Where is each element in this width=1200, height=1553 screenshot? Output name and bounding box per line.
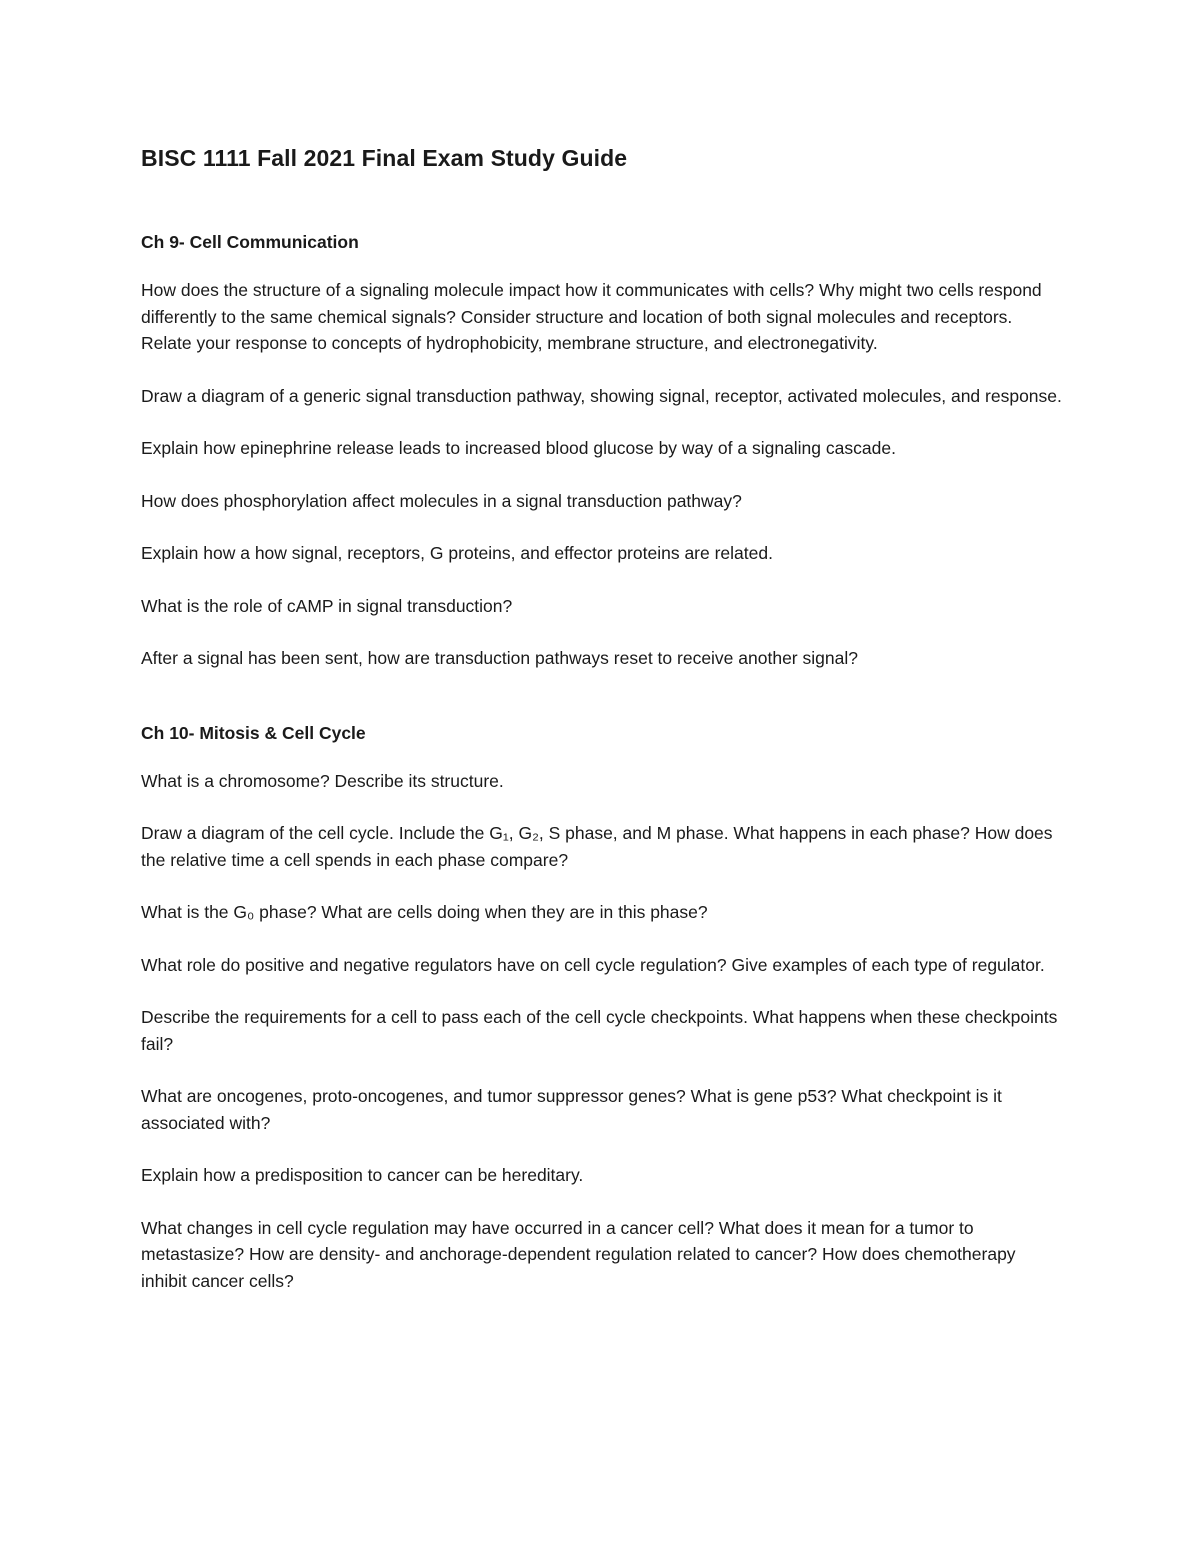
question-item: How does the structure of a signaling molecule impact how it communicates with cells? Why might two cells respond differently to the same chemical signals? Consider structure and location of both signal molecules and receptors. Relate your response to concepts of hydrophobicity, membrane structure, and electronegativity.	[141, 280, 1042, 353]
question-item: What role do positive and negative regulators have on cell cycle regulation? Give examples of each type of regulator.	[141, 954, 1045, 975]
chapter-heading: Ch 9- Cell Communication	[141, 232, 359, 252]
question-item: Draw a diagram of the cell cycle. Include the G₁, G₂, S phase, and M phase. What happens in each phase? How does the relative time a cell spends in each phase compare?	[141, 823, 1053, 870]
question-item: What are oncogenes, proto-oncogenes, and tumor suppressor genes? What is gene p53? What checkpoint is it associated with?	[141, 1086, 1002, 1133]
chapter-heading: Ch 10- Mitosis & Cell Cycle	[141, 722, 366, 743]
chapter-9-section	[141, 229, 1066, 672]
question-item: How does phosphorylation affect molecules in a signal transduction pathway?	[141, 490, 742, 511]
document-title: BISC 1111 Fall 2021 Final Exam Study Guide	[141, 145, 628, 171]
question-item: What changes in cell cycle regulation may have occurred in a cancer cell? What does it mean for a tumor to metastasize? How are density- and anchorage-dependent regulation related to cancer? How does chemotherapy inhibit cancer cells?	[141, 1217, 1016, 1291]
question-item: What is a chromosome? Describe its structure.	[141, 770, 504, 791]
question-item: Explain how a predisposition to cancer can be hereditary.	[141, 1165, 584, 1185]
question-item: What is the G₀ phase? What are cells doing when they are in this phase?	[141, 902, 708, 922]
chapter-10-section	[141, 720, 1066, 1295]
question-item: Explain how epinephrine release leads to increased blood glucose by way of a signaling cascade.	[141, 438, 896, 458]
question-item: Explain how a how signal, receptors, G proteins, and effector proteins are related.	[141, 543, 773, 563]
question-item: Describe the requirements for a cell to pass each of the cell cycle checkpoints. What happens when these checkpoints fail?	[141, 1007, 1058, 1054]
question-item: Draw a diagram of a generic signal transduction pathway, showing signal, receptor, activated molecules, and response.	[141, 385, 1062, 406]
document-content	[141, 143, 1066, 1320]
question-item: What is the role of cAMP in signal transduction?	[141, 595, 513, 616]
question-item: After a signal has been sent, how are transduction pathways reset to receive another signal?	[141, 648, 858, 668]
